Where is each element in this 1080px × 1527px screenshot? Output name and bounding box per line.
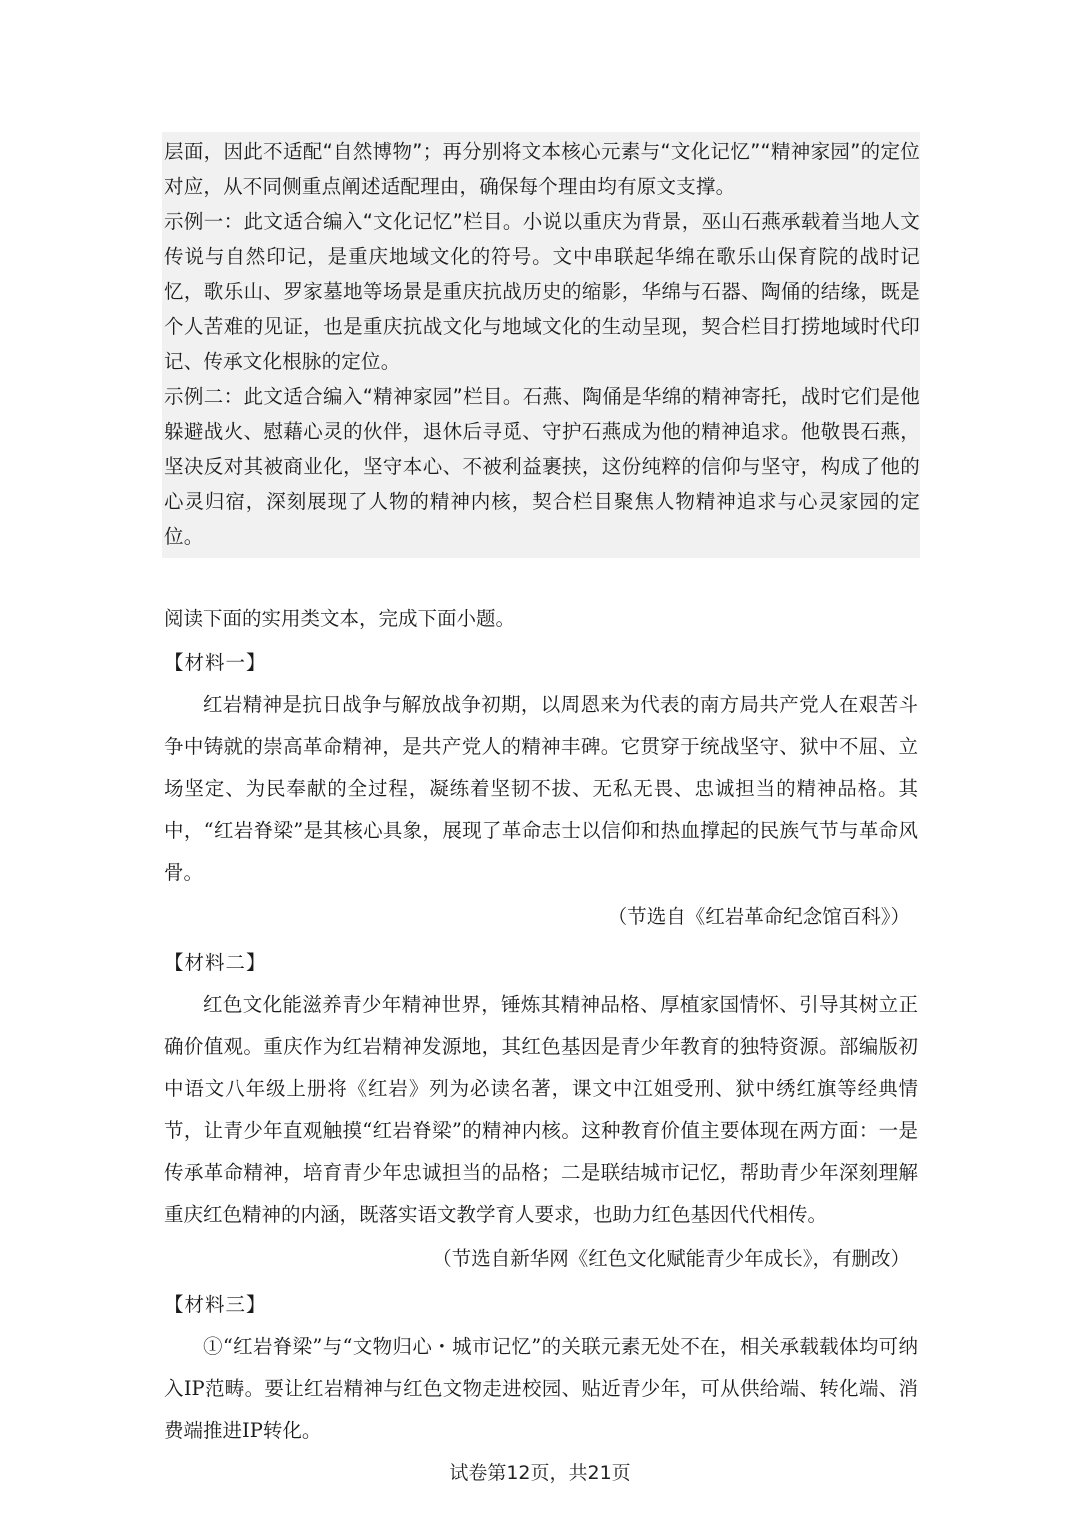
material-three-body: ①“红岩脊梁”与“文物归心・城市记忆”的关联元素无处不在，相关承载载体均可纳入IP范畴。要让红岩精神与红色文物走进校园、贴近青少年，可从供给端、转化端、消费端推进IP转化。 <box>164 1335 918 1442</box>
material-two-body: 红色文化能滋养青少年精神世界，锤炼其精神品格、厚植家国情怀、引导其树立正确价值观。重庆作为红岩精神发源地，其红色基因是青少年教育的独特资源。部编版初中语文八年级上册将《红岩》列为必读名著，课文中江姐受刑、狱中绣红旗等经典情节，让青少年直观触摸“红岩脊梁”的精神内核。这种教育价值主要体现在两方面：一是传承革命精神，培育青少年忠诚担当的品格；二是联结城市记忆，帮助青少年深刻理解重庆红色精神的内涵，既落实语文教学育人要求，也助力红色基因代代相传。 <box>164 993 918 1226</box>
reading-section <box>164 602 918 1452</box>
material-one-body: 红岩精神是抗日战争与解放战争初期，以周恩来为代表的南方局共产党人在艰苦斗争中铸就的崇高革命精神，是共产党人的精神丰碑。它贯穿于统战坚守、狱中不屈、立场坚定、为民奉献的全过程，凝练着坚韧不拔、无私无畏、忠诚担当的精神品格。其中，“红岩脊梁”是其核心具象，展现了革命志士以信仰和热血撑起的民族气节与革命风骨。 <box>164 693 918 884</box>
answer-example-two: 示例二：此文适合编入“精神家园”栏目。石燕、陶俑是华绵的精神寄托，战时它们是他躲避战火、慰藉心灵的伙伴，退休后寻觅、守护石燕成为他的精神追求。他敬畏石燕，坚决反对其被商业化，坚守本心、不被利益裹挟，这份纯粹的信仰与坚守，构成了他的心灵归宿，深刻展现了人物的精神内核，契合栏目聚焦人物精神追求与心灵家园的定位。 <box>164 385 920 548</box>
answer-explanation-block <box>162 132 920 558</box>
material-two-source: （节选自新华网《红色文化赋能青少年成长》，有删改） <box>432 1247 910 1270</box>
page-footer: 试卷第12页，共21页 <box>449 1462 631 1484</box>
material-two-heading: 【材料二】 <box>164 951 267 974</box>
material-one-source: （节选自《红岩革命纪念馆百科》） <box>607 905 910 928</box>
answer-paragraph: 层面，因此不适配“自然博物”；再分别将文本核心元素与“文化记忆”“精神家园”的定位对应，从不同侧重点阐述适配理由，确保每个理由均有原文支撑。 <box>164 140 920 198</box>
material-three-heading: 【材料三】 <box>164 1293 267 1316</box>
reading-instruction: 阅读下面的实用类文本，完成下面小题。 <box>164 607 516 630</box>
answer-example-one: 示例一：此文适合编入“文化记忆”栏目。小说以重庆为背景，巫山石燕承载着当地人文传说与自然印记，是重庆地域文化的符号。文中串联起华绵在歌乐山保育院的战时记忆，歌乐山、罗家墓地等场景是重庆抗战历史的缩影，华绵与石器、陶俑的结缘，既是个人苦难的见证，也是重庆抗战文化与地域文化的生动呈现，契合栏目打捞地域时代印记、传承文化根脉的定位。 <box>164 210 920 373</box>
material-one-heading: 【材料一】 <box>164 651 267 674</box>
